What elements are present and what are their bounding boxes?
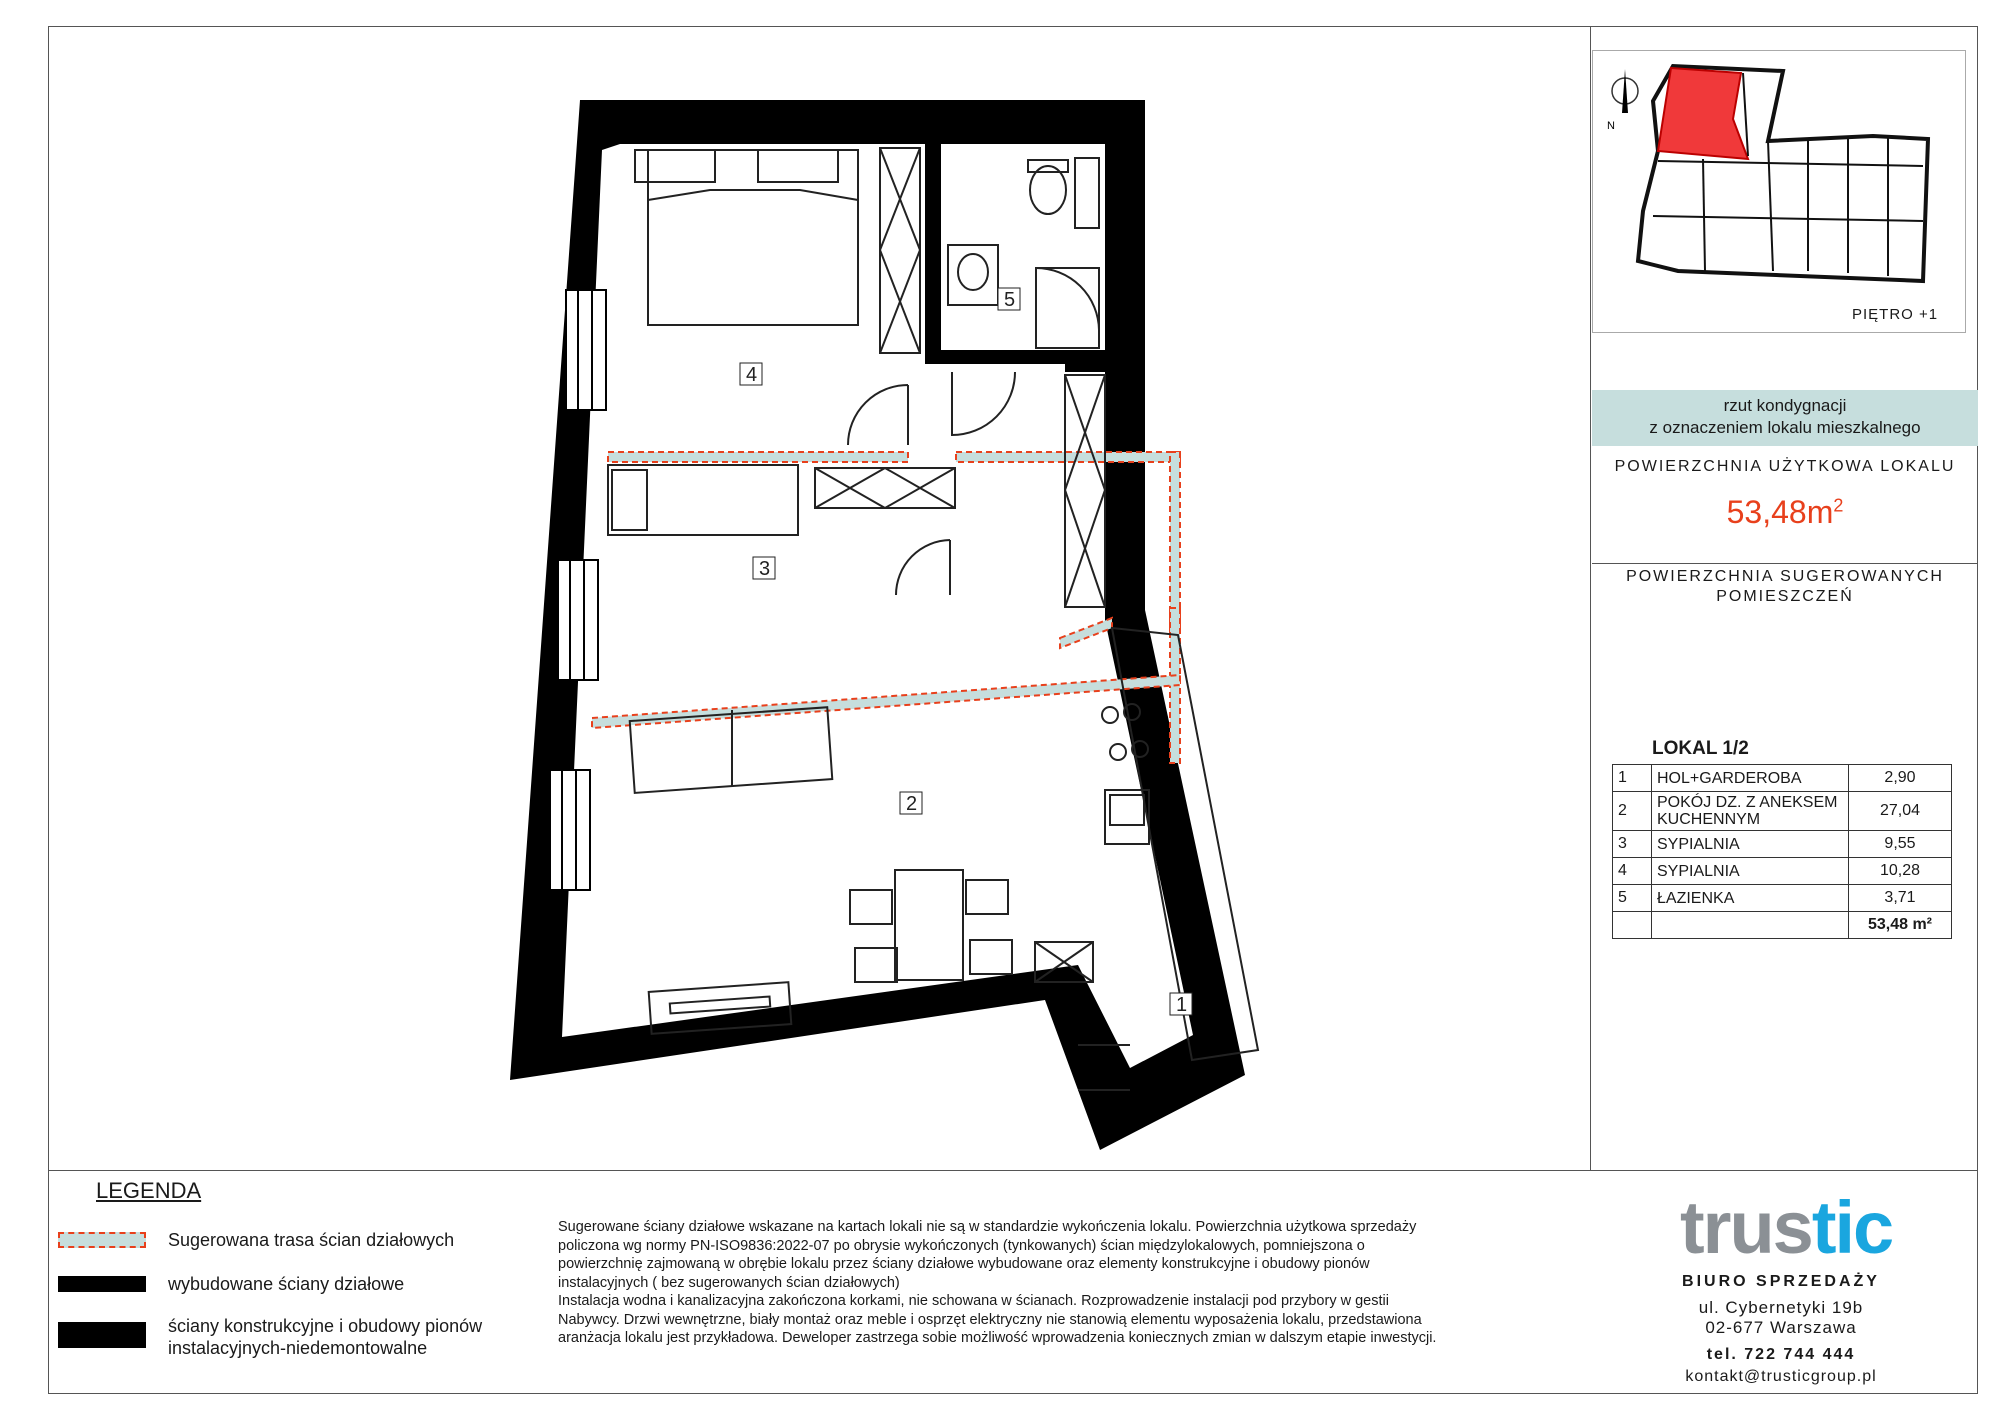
rooms-table (1612, 764, 1952, 939)
bathroom-wall-left (925, 144, 941, 364)
suggested-rooms-title: POWIERZCHNIA SUGEROWANYCH POMIESZCZEŃ (1626, 568, 1944, 605)
closet (1065, 375, 1105, 607)
caption-line-2: z oznaczeniem lokalu mieszkalnego (1649, 418, 1921, 437)
legend-swatch-built (58, 1276, 146, 1292)
table-row: 2 POKÓJ DZ. Z ANEKSEM KUCHENNYM 27,04 (1613, 792, 1952, 831)
unit-label: LOKAL 1/2 (1652, 738, 1749, 759)
legend-swatch-structural (58, 1322, 146, 1348)
single-bed (608, 465, 798, 535)
room-tag-5 (998, 288, 1020, 311)
double-bed (635, 150, 858, 325)
wardrobe (880, 148, 920, 353)
floor-label: PIĘTRO +1 (1852, 306, 1939, 323)
table-total-row: 53,48 m² (1613, 912, 1952, 939)
sales-office-email: kontakt@trusticgroup.pl (1685, 1368, 1877, 1385)
svg-text:5: 5 (1004, 289, 1016, 311)
legend-label-structural: ściany konstrukcyjne i obudowy pionów instalacyjnych-niedemontowalne (168, 1316, 483, 1358)
exterior-wall (510, 100, 1245, 1150)
key-plan (1592, 50, 1966, 333)
sales-office-title: BIURO SPRZEDAŻY (1682, 1273, 1880, 1290)
window-2 (558, 560, 598, 680)
svg-text:4: 4 (746, 364, 758, 386)
room-tag-2 (900, 792, 922, 815)
trustic-logo: trustic (1680, 1186, 1893, 1269)
notes: Sugerowane ściany działowe wskazane na kartach lokali nie są w standardzie wykończenia lokalu. Powierzchnia użytkowa sprzedaży policzona wg normy PN-ISO9836:2022-07 po obrysie wykończonych (tynkowanych) ścian międzylokalowych, pomniejszona o powierzchnię zajmowaną w obrębie lokalu przez ściany działowe wybudowane oraz elementy konstrukcyjne i obudowy pionów instalacyjnych ( bez sugerowanych ścian działowych) Instalacja wodna i kanalizacyjna zakończona korkami, nie schowana w ścianach. Rozprowadzenie instalacji pod przybory w gestii Nabywcy. Drzwi wewnętrzne, biały montaż oraz meble i osprzęt elektryczny nie stanowią elementu wyposażenia lokalu, przedstawiona aranżacja lokalu jest przykładowa. Deweloper zastrzega sobie możliwość wprowadzenia koniecznych zmian w dalszym etapie inwestycji. (558, 1219, 1437, 1346)
legend-title: LEGENDA (96, 1178, 202, 1203)
legend-label-built: wybudowane ściany działowe (168, 1274, 405, 1294)
sidebar-divider (1590, 26, 1591, 1171)
svg-text:2: 2 (906, 793, 918, 815)
room-tag-1 (1170, 993, 1192, 1016)
footer-divider (48, 1170, 1978, 1171)
table-row: 4 SYPIALNIA 10,28 (1613, 858, 1952, 885)
table-row: 3 SYPIALNIA 9,55 (1613, 831, 1952, 858)
bathroom-fixtures (948, 158, 1099, 348)
svg-text:3: 3 (759, 558, 771, 580)
usable-area-title: POWIERZCHNIA UŻYTKOWA LOKALU (1614, 458, 1956, 475)
room-tag-4 (740, 363, 762, 386)
unit-highlight (1658, 68, 1748, 159)
dining-set (850, 870, 1093, 982)
svg-text:1: 1 (1176, 994, 1188, 1016)
compass-icon (1607, 69, 1638, 132)
key-plan-drawing (1593, 51, 1965, 332)
table-row: 5 ŁAZIENKA 3,71 (1613, 885, 1952, 912)
window-1 (566, 290, 606, 410)
caption-line-1: rzut kondygnacji (1723, 396, 1847, 415)
legend-label-suggested: Sugerowana trasa ścian działowych (168, 1230, 455, 1250)
bathroom-wall-bottom (925, 350, 1105, 364)
window-3 (550, 770, 590, 890)
floor-plan-caption (1592, 390, 1978, 446)
sales-office-address: ul. Cybernetyki 19b 02-677 Warszawa (1698, 1298, 1864, 1337)
section-divider (1592, 563, 1978, 564)
table-row: 1 HOL+GARDEROBA 2,90 (1613, 765, 1952, 792)
floor-plan (500, 90, 1380, 1150)
room-tag-3 (753, 557, 775, 580)
legend-swatch-suggested (58, 1232, 146, 1248)
sales-office-phone: tel. 722 744 444 (1706, 1346, 1856, 1363)
shaft-wall (1065, 364, 1105, 372)
svg-text:N: N (1607, 120, 1615, 132)
wardrobe-room3 (815, 468, 955, 508)
usable-area-value: $53,48m^2$ (1726, 494, 1844, 530)
